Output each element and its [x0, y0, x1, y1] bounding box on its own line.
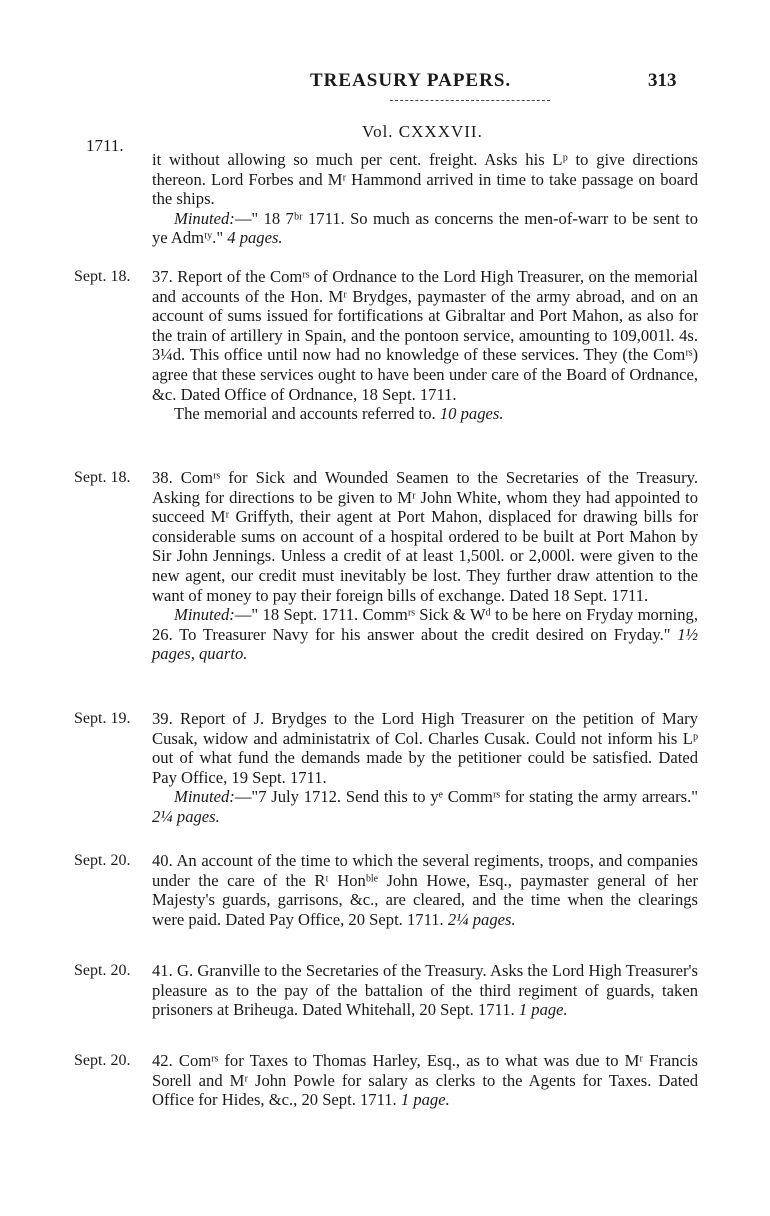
entry-date: Sept. 20. — [74, 852, 131, 869]
entry-body: it without allowing so much per cent. freight. Asks his Lᵖ to give directions thereon. Lord Forbes and Mʳ Hammond arrived in time to take passage on board the ships. — [152, 150, 698, 209]
entry-37 — [152, 267, 698, 424]
running-title: TREASURY PAPERS. — [310, 70, 512, 91]
entry-body: 38. Comʳˢ for Sick and Wounded Seamen to the Secretaries of the Treasury. Asking for directions to be given to Mʳ John White, whom they had appointed to succeed Mʳ Griffyth, their agent at Port Mahon, displaced for drawing bills for considerable sums on account of a hospital ordered to be built at Port Mahon by Sir John Jennings. Unless a credit of at least 1,500l. or 2,000l. were given to the new agent, our credit must inevitably be lost. They further draw attention to the want of money to pay their foreign bills of exchange. Dated 18 Sept. 1711. — [152, 468, 698, 605]
minute-label: Minuted: — [174, 787, 235, 807]
page-count: 1½ pages, quarto. — [152, 624, 698, 664]
entry-40 — [152, 851, 698, 929]
page-count: 2¼ pages. — [152, 806, 220, 826]
page-count: 2¼ pages. — [447, 909, 516, 929]
page-number: 313 — [648, 70, 677, 91]
entry-date: Sept. 18. — [74, 268, 131, 285]
minute-text: —" 18 Sept. 1711. Commʳˢ Sick & Wᵈ to be here on Fryday morning, 26. To Treasurer Navy for his answer about the credit desired on Fryday." — [152, 605, 698, 644]
entry-continuation — [152, 150, 698, 248]
volume-heading: Vol. CXXXVII. — [362, 122, 483, 141]
entry-date: Sept. 20. — [74, 962, 131, 979]
minute-text: —" 18 7ᵇʳ 1711. So much as concerns the men-of-warr to be sent to ye Admᵗʸ." — [152, 208, 698, 248]
entry-41 — [152, 961, 698, 1020]
entry-note: The memorial and accounts referred to. — [174, 404, 436, 424]
page-count: 10 pages. — [439, 404, 504, 424]
minute-text: —"7 July 1712. Send this to yᵉ Commʳˢ for stating the army arrears." — [234, 787, 698, 807]
entry-date: Sept. 20. — [74, 1052, 131, 1069]
entry-body: 41. G. Granville to the Secretaries of the Treasury. Asks the Lord High Treasurer's pleasure as to the pay of the battalion of the third regiment of guards, taken prisoners at Briheuga. Dated Whitehall, 20 Sept. 1711. — [152, 961, 698, 1020]
entry-body: 40. An account of the time to which the several regiments, troops, and companies under the care of the Rᵗ Honᵇˡᵉ John Howe, Esq., paymaster general of her Majesty's guards, garrisons, &c., are cleared, and the time when the clearings were paid. Dated Pay Office, 20 Sept. 1711. — [152, 851, 698, 929]
page-count: 4 pages. — [227, 228, 283, 248]
entry-body: 42. Comʳˢ for Taxes to Thomas Harley, Esq., as to what was due to Mʳ Francis Sorell and Mʳ John Powle for salary as clerks to the Agents for Taxes. Dated Office for Hides, &c., 20 Sept. 1711. — [152, 1051, 698, 1110]
entry-42 — [152, 1051, 698, 1110]
year-marker: 1711. — [86, 136, 124, 155]
entry-date: Sept. 18. — [74, 469, 131, 486]
page-header — [0, 70, 770, 100]
page-count: 1 page. — [400, 1090, 450, 1110]
entry-38 — [152, 468, 698, 664]
minute-label: Minuted: — [174, 208, 235, 228]
entry-date: Sept. 19. — [74, 710, 131, 727]
minute-label: Minuted: — [174, 605, 235, 625]
entry-39 — [152, 709, 698, 827]
header-rule — [390, 100, 550, 101]
entry-body: 37. Report of the Comʳˢ of Ordnance to the Lord High Treasurer, on the memorial and accounts of the Hon. Mʳ Brydges, paymaster of the army abroad, and on an account of sums issued for fortifications at Gibraltar and Port Mahon, as also for the train of artillery in Spain, and the pontoon service, amounting to 109,001l. 4s. 3¼d. This office until now had no knowledge of these services. They (the Comʳˢ) agree that these services ought to have been under care of the Board of Ordnance, &c. Dated Office of Ordnance, 18 Sept. 1711. — [152, 267, 698, 404]
entry-body: 39. Report of J. Brydges to the Lord High Treasurer on the petition of Mary Cusak, widow and administatrix of Col. Charles Cusak. Could not inform his Lᵖ out of what fund the demands made by the petitioner could be satisfied. Dated Pay Office, 19 Sept. 1711. — [152, 709, 698, 787]
page-count: 1 page. — [518, 1000, 568, 1020]
